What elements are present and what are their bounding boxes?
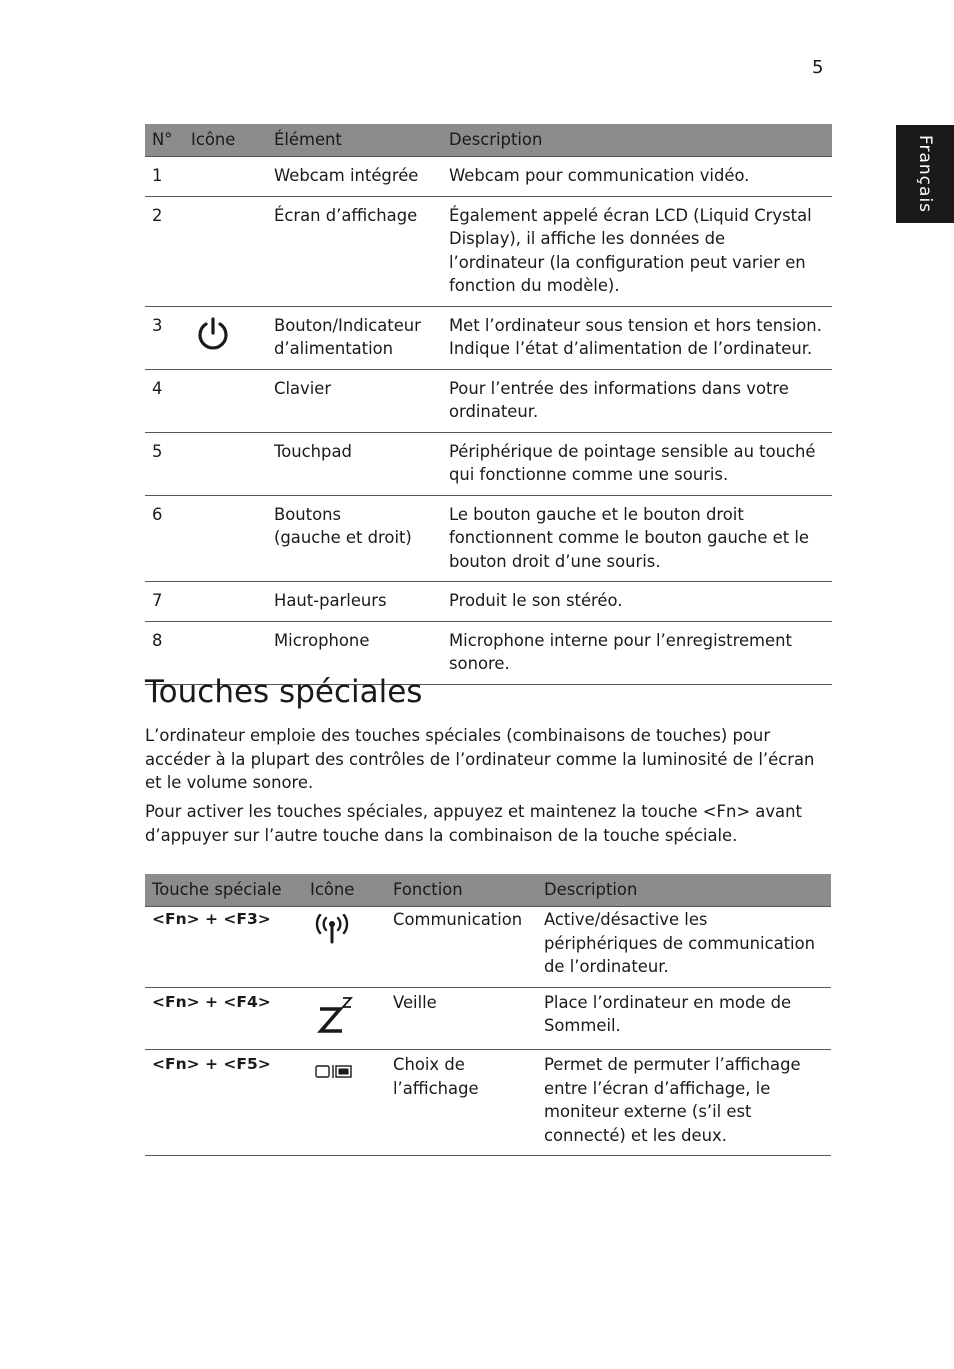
row-icon [184,582,267,622]
wireless-communication-icon [312,914,352,951]
row-num: 5 [145,432,184,495]
header-element: Élément [267,124,442,157]
components-table-header [145,124,832,157]
header-icon: Icône [184,124,267,157]
row-description: Met l’ordinateur sous tension et hors tension. Indique l’état d’alimentation de l’ordinateur. [442,306,832,369]
row-description: Active/désactive les périphériques de communication de l’ordinateur. [537,907,831,988]
row-icon [184,432,267,495]
row-description: Permet de permuter l’affichage entre l’écran d’affichage, le moniteur externe (s’il est connecté) et les deux. [537,1050,831,1156]
row-element: Touchpad [267,432,442,495]
language-tab [896,125,954,223]
row-element: Haut-parleurs [267,582,442,622]
hotkey-table-header [145,874,831,907]
row-description: Produit le son stéréo. [442,582,832,622]
row-icon [303,1050,386,1156]
row-element: Microphone [267,621,442,684]
row-icon [184,369,267,432]
row-icon [184,495,267,582]
components-table [145,124,832,685]
row-icon [184,306,267,369]
header-description: Description [442,124,832,157]
row-icon [184,157,267,197]
row-element-line2: (gauche et droit) [274,528,412,547]
row-element [267,495,442,582]
row-hotkey: <Fn> + <F5> [145,1050,303,1156]
row-num: 7 [145,582,184,622]
table-row [145,495,832,582]
header-icon: Icône [303,874,386,907]
table-row [145,432,832,495]
table-row [145,907,831,988]
table-row [145,157,832,197]
header-hotkey: Touche spéciale [145,874,303,907]
page-number: 5 [812,57,824,78]
header-num: N° [145,124,184,157]
row-element: Webcam intégrée [267,157,442,197]
display-toggle-icon [315,1063,355,1088]
table-row [145,306,832,369]
intro-paragraph: L’ordinateur emploie des touches spéciales (combinaisons de touches) pour accéder à la plupart des contrôles de l’ordinateur comme la luminosité de l’écran et le volume sonore. [145,726,815,792]
row-num: 4 [145,369,184,432]
row-icon [303,987,386,1050]
row-hotkey: <Fn> + <F4> [145,987,303,1050]
table-row [145,582,832,622]
row-function: Veille [386,987,537,1050]
row-num: 3 [145,306,184,369]
row-icon [184,196,267,306]
sleep-icon [315,995,355,1042]
row-description: Webcam pour communication vidéo. [442,157,832,197]
row-description: Pour l’entrée des informations dans votre ordinateur. [442,369,832,432]
row-num: 6 [145,495,184,582]
row-element-line1: Boutons [274,504,342,524]
header-function: Fonction [386,874,537,907]
row-description: Microphone interne pour l’enregistrement sonore. [442,621,832,684]
table-row [145,369,832,432]
header-description: Description [537,874,831,907]
power-icon [195,316,231,359]
row-description: Également appelé écran LCD (Liquid Crystal Display), il affiche les données de l’ordinateur (la configuration peut varier en fonction du modèle). [442,196,832,306]
table-row [145,1050,831,1156]
row-function: Choix de l’affichage [386,1050,537,1156]
row-icon [303,907,386,988]
row-element: Écran d’affichage [267,196,442,306]
row-element: Bouton/Indicateur d’alimentation [267,306,442,369]
table-row [145,196,832,306]
row-description: Place l’ordinateur en mode de Sommeil. [537,987,831,1050]
row-element: Clavier [267,369,442,432]
row-num: 8 [145,621,184,684]
instruction-paragraph: Pour activer les touches spéciales, appuyez et maintenez la touche <Fn> avant d’appuyer sur l’autre touche dans la combinaison de la touche spéciale. [145,802,802,845]
hotkey-table [145,874,831,1156]
row-num: 1 [145,157,184,197]
row-num: 2 [145,196,184,306]
row-function: Communication [386,907,537,988]
row-description: Le bouton gauche et le bouton droit fonctionnent comme le bouton gauche et le bouton droit d’une souris. [442,495,832,582]
language-tab-label: Français [915,134,936,214]
row-description: Périphérique de pointage sensible au touché qui fonctionne comme une souris. [442,432,832,495]
table-row [145,987,831,1050]
section-title: Touches spéciales [145,674,423,710]
row-hotkey: <Fn> + <F3> [145,907,303,988]
